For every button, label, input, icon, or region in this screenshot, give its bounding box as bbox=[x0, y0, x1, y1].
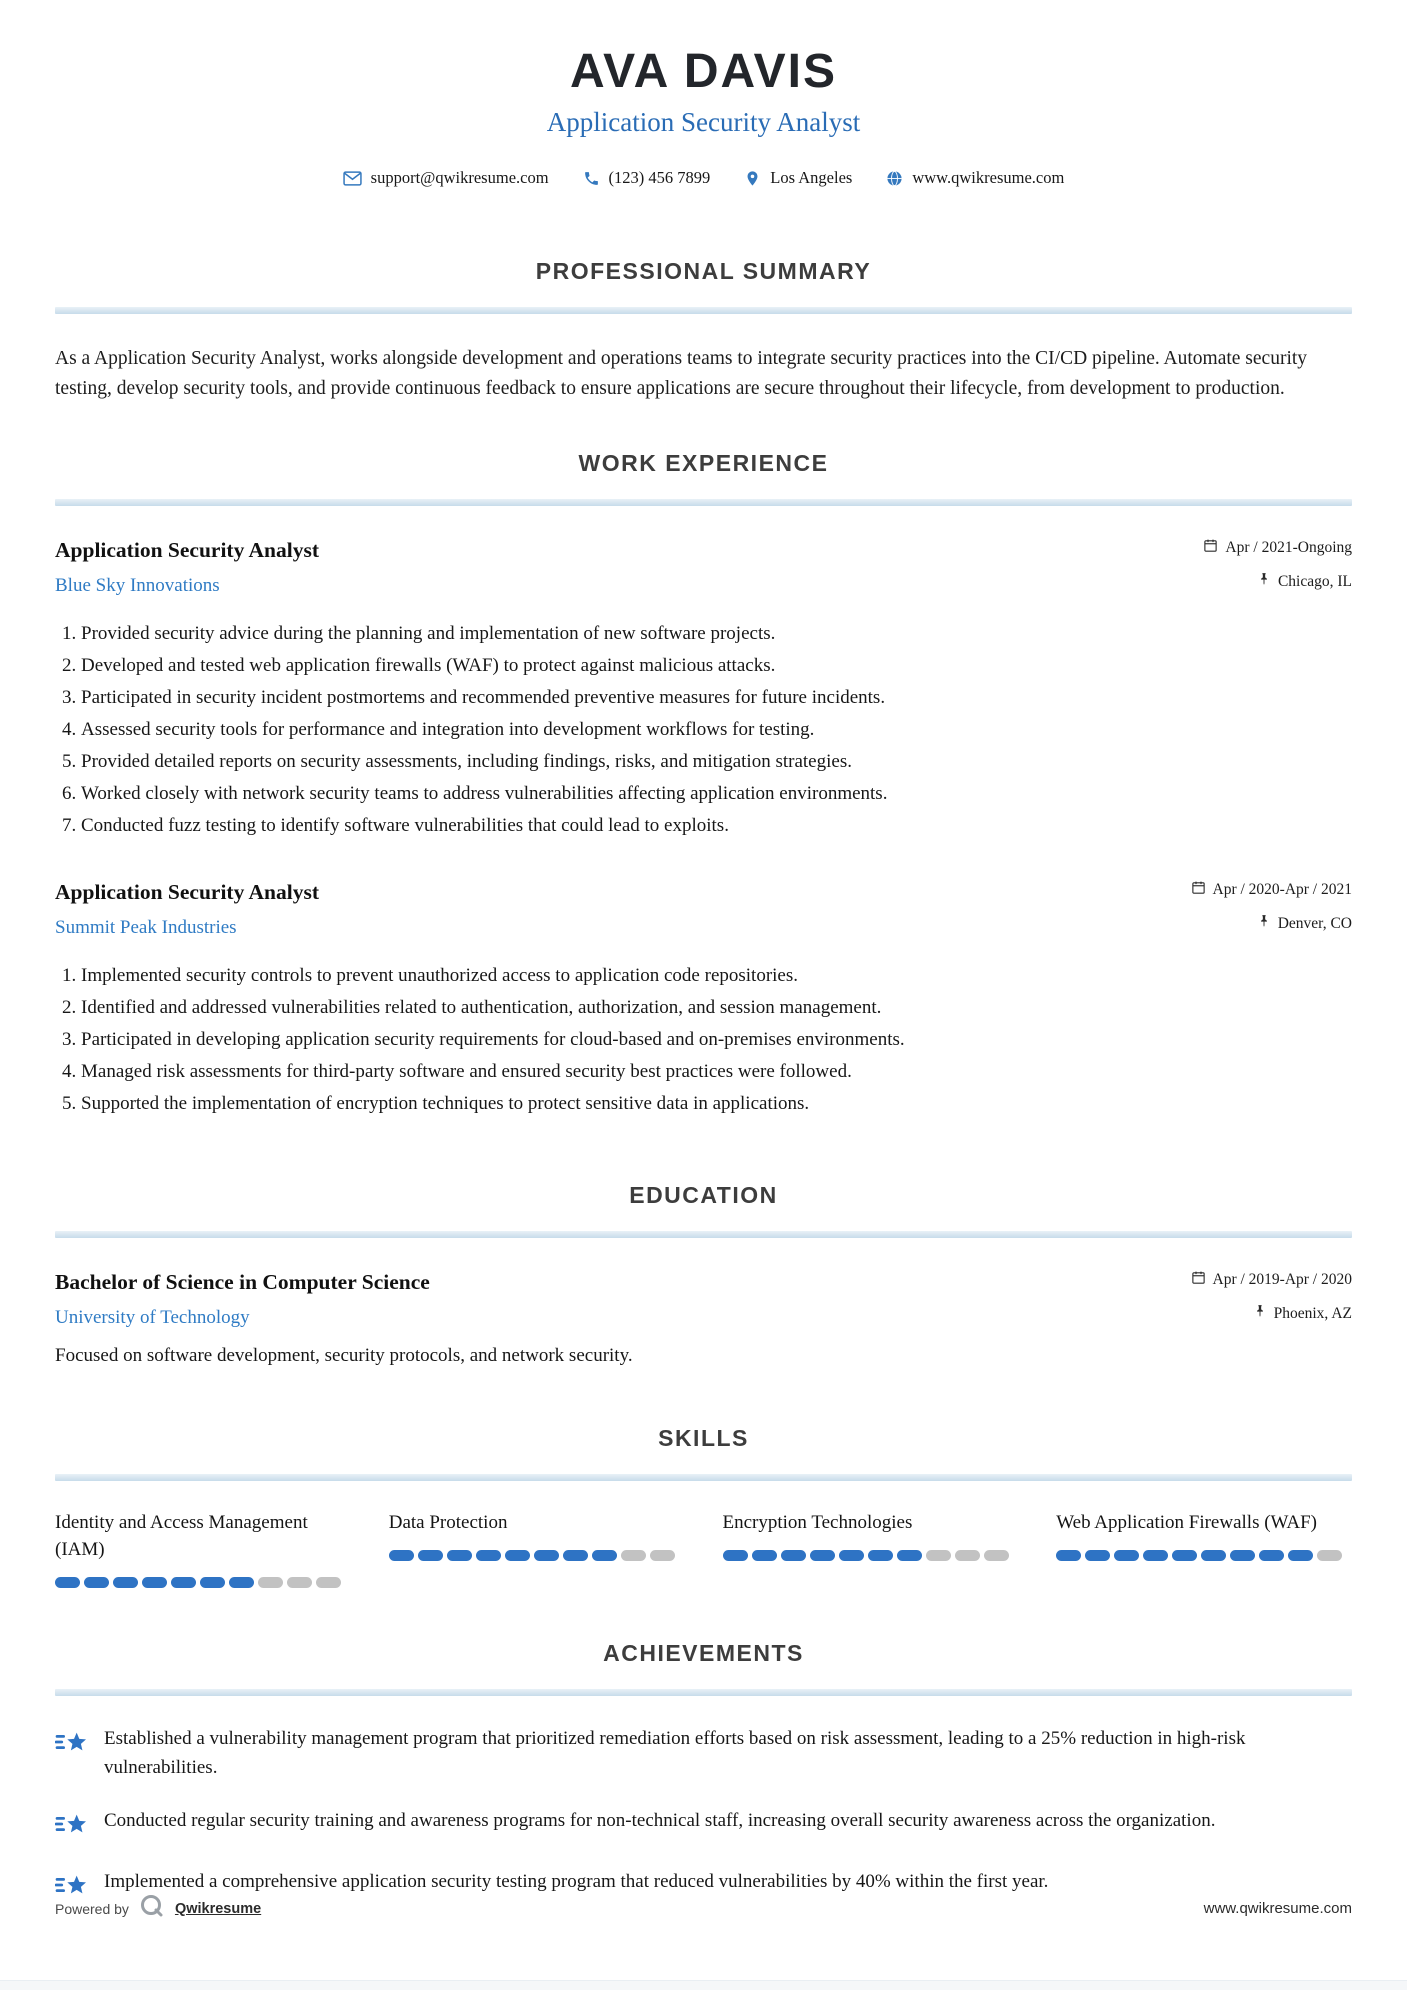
skill-bar-segment-filled bbox=[781, 1550, 806, 1561]
skill-bar-segment-filled bbox=[113, 1577, 138, 1588]
section-skills bbox=[55, 1425, 1352, 1588]
contact-phone[interactable] bbox=[573, 168, 721, 188]
skill-item bbox=[389, 1509, 685, 1588]
job-bullet: 1. Provided security advice during the planning and implementation of new software projects. bbox=[81, 619, 1352, 648]
bottom-strip bbox=[0, 1980, 1407, 1990]
skill-bar-segment-filled bbox=[142, 1577, 167, 1588]
skill-bar-segment-filled bbox=[592, 1550, 617, 1561]
job-list bbox=[55, 538, 1352, 1118]
section-professional-summary bbox=[55, 258, 1352, 404]
degree-title: Bachelor of Science in Computer Science bbox=[55, 1270, 430, 1294]
qwikresume-brand-link[interactable]: Qwikresume bbox=[174, 1900, 262, 1917]
job-bullet: 7. Conducted fuzz testing to identify software vulnerabilities that could lead to exploits. bbox=[81, 811, 1352, 840]
job-bullet: 6. Worked closely with network security teams to address vulnerabilities affecting application environments. bbox=[81, 779, 1352, 808]
job-bullet: 4. Managed risk assessments for third-party software and ensured security best practices were followed. bbox=[81, 1057, 1352, 1086]
skill-item bbox=[723, 1509, 1019, 1588]
skills-grid bbox=[55, 1509, 1352, 1588]
section-work-experience bbox=[55, 450, 1352, 1118]
company-link[interactable]: Blue Sky Innovations bbox=[55, 575, 220, 596]
envelope-icon bbox=[343, 171, 362, 186]
skill-bar bbox=[1056, 1550, 1352, 1561]
skill-bar-segment-empty bbox=[650, 1550, 675, 1561]
skill-bar-segment-empty bbox=[258, 1577, 283, 1588]
skill-bar-segment-filled bbox=[752, 1550, 777, 1561]
skill-bar bbox=[723, 1550, 1019, 1561]
skill-bar-segment-filled bbox=[1259, 1550, 1284, 1561]
skill-bar-segment-filled bbox=[1114, 1550, 1139, 1561]
job-bullets bbox=[55, 961, 1352, 1118]
job-bullets bbox=[55, 619, 1352, 840]
skill-bar-segment-filled bbox=[897, 1550, 922, 1561]
footer bbox=[55, 1893, 1352, 1924]
skill-bar-segment-filled bbox=[418, 1550, 443, 1561]
skill-bar-segment-empty bbox=[316, 1577, 341, 1588]
achievements-heading: ACHIEVEMENTS bbox=[603, 1640, 804, 1666]
job-bullet: 2. Identified and addressed vulnerabilities related to authentication, authorization, and session management. bbox=[81, 993, 1352, 1022]
contact-website[interactable] bbox=[876, 168, 1074, 188]
achievement-item bbox=[55, 1724, 1352, 1782]
skill-bar-segment-filled bbox=[1085, 1550, 1110, 1561]
skill-item bbox=[1056, 1509, 1352, 1588]
work-heading: WORK EXPERIENCE bbox=[578, 450, 829, 476]
skill-bar-segment-filled bbox=[534, 1550, 559, 1561]
skill-bar-segment-filled bbox=[229, 1577, 254, 1588]
contact-website-text: www.qwikresume.com bbox=[912, 168, 1065, 187]
contact-row bbox=[0, 168, 1407, 188]
skill-bar-segment-filled bbox=[1056, 1550, 1081, 1561]
section-divider bbox=[55, 1231, 1352, 1238]
qwikresume-q-icon bbox=[139, 1893, 165, 1924]
skill-bar-segment-empty bbox=[1317, 1550, 1342, 1561]
phone-icon bbox=[583, 170, 600, 187]
skill-bar-segment-filled bbox=[171, 1577, 196, 1588]
skills-heading: SKILLS bbox=[658, 1425, 749, 1451]
section-education bbox=[55, 1182, 1352, 1367]
job-entry bbox=[55, 538, 1352, 840]
skill-bar-segment-filled bbox=[476, 1550, 501, 1561]
skill-bar-segment-filled bbox=[839, 1550, 864, 1561]
skill-bar-segment-filled bbox=[1201, 1550, 1226, 1561]
skill-bar-segment-empty bbox=[984, 1550, 1009, 1561]
skill-name: Identity and Access Management (IAM) bbox=[55, 1512, 308, 1560]
pushpin-icon bbox=[1253, 1304, 1267, 1323]
section-divider bbox=[55, 307, 1352, 314]
education-heading: EDUCATION bbox=[629, 1182, 778, 1208]
contact-location-text: Los Angeles bbox=[770, 168, 853, 187]
skill-name: Web Application Firewalls (WAF) bbox=[1056, 1512, 1317, 1533]
skill-bar-segment-filled bbox=[389, 1550, 414, 1561]
education-location: Phoenix, AZ bbox=[1273, 1304, 1352, 1322]
skill-bar-segment-empty bbox=[287, 1577, 312, 1588]
job-bullet: 2. Developed and tested web application firewalls (WAF) to protect against malicious attacks. bbox=[81, 651, 1352, 680]
job-location: Denver, CO bbox=[1277, 914, 1352, 932]
contact-email-text: support@qwikresume.com bbox=[370, 168, 549, 187]
candidate-job-title: Application Security Analyst bbox=[546, 107, 861, 137]
company-link[interactable]: Summit Peak Industries bbox=[55, 917, 237, 938]
skill-bar bbox=[389, 1550, 685, 1561]
skill-bar bbox=[55, 1577, 351, 1588]
skill-bar-segment-filled bbox=[55, 1577, 80, 1588]
shooting-star-icon bbox=[55, 1724, 89, 1761]
calendar-icon bbox=[1191, 880, 1206, 900]
section-divider bbox=[55, 499, 1352, 506]
education-description: Focused on software development, security protocols, and network security. bbox=[55, 1345, 633, 1366]
job-bullet: 4. Assessed security tools for performance and integration into development workflows for testing. bbox=[81, 715, 1352, 744]
globe-icon bbox=[886, 170, 903, 187]
skill-bar-segment-filled bbox=[1143, 1550, 1168, 1561]
skill-bar-segment-filled bbox=[200, 1577, 225, 1588]
pushpin-icon bbox=[1257, 572, 1271, 591]
skill-bar-segment-empty bbox=[955, 1550, 980, 1561]
skill-bar-segment-empty bbox=[621, 1550, 646, 1561]
job-title: Application Security Analyst bbox=[55, 880, 319, 904]
skill-bar-segment-filled bbox=[1172, 1550, 1197, 1561]
contact-phone-text: (123) 456 7899 bbox=[608, 168, 711, 187]
skill-item bbox=[55, 1509, 351, 1588]
achievements-list bbox=[55, 1724, 1352, 1904]
skill-bar-segment-filled bbox=[1230, 1550, 1255, 1561]
achievement-text: Implemented a comprehensive application security testing program that reduced vulnerabilities by 40% within the first year. bbox=[104, 1871, 1049, 1892]
contact-location bbox=[734, 168, 862, 188]
skill-name: Data Protection bbox=[388, 1512, 508, 1533]
education-dates: Apr / 2019-Apr / 2020 bbox=[1212, 1271, 1352, 1288]
education-entry bbox=[55, 1270, 1352, 1367]
skill-name: Encryption Technologies bbox=[722, 1512, 913, 1533]
skill-bar-segment-filled bbox=[84, 1577, 109, 1588]
powered-by-label: Powered by bbox=[55, 1900, 129, 1917]
achievement-text: Established a vulnerability management program that prioritized remediation efforts based on risk assessment, leading to a 25% reduction in high-risk vulnerabilities. bbox=[104, 1728, 1246, 1778]
job-bullet: 3. Participated in security incident postmortems and recommended preventive measures for future incidents. bbox=[81, 683, 1352, 712]
school-link[interactable]: University of Technology bbox=[55, 1307, 250, 1328]
achievement-item bbox=[55, 1806, 1352, 1843]
skill-bar-segment-filled bbox=[505, 1550, 530, 1561]
job-dates: Apr / 2020-Apr / 2021 bbox=[1212, 881, 1352, 898]
calendar-icon bbox=[1203, 538, 1218, 558]
skill-bar-segment-filled bbox=[1288, 1550, 1313, 1561]
skill-bar-segment-empty bbox=[926, 1550, 951, 1561]
summary-heading: PROFESSIONAL SUMMARY bbox=[535, 258, 872, 284]
summary-text: As a Application Security Analyst, works alongside development and operations teams to integrate security practices into the CI/CD pipeline. Automate security testing, develop security tools, and provide continuous feedback to ensure applications are secure throughout their lifecycle, from development to production. bbox=[55, 348, 1308, 399]
achievement-text: Conducted regular security training and awareness programs for non-technical staff, increasing overall security awareness across the organization. bbox=[104, 1810, 1216, 1831]
skill-bar-segment-filled bbox=[723, 1550, 748, 1561]
skill-bar-segment-filled bbox=[563, 1550, 588, 1561]
job-location: Chicago, IL bbox=[1277, 572, 1352, 590]
section-divider bbox=[55, 1689, 1352, 1696]
skill-bar-segment-filled bbox=[447, 1550, 472, 1561]
header bbox=[0, 0, 1407, 232]
pushpin-icon bbox=[1257, 914, 1271, 933]
job-entry bbox=[55, 880, 1352, 1118]
job-title: Application Security Analyst bbox=[55, 538, 319, 562]
footer-website: www.qwikresume.com bbox=[1203, 1900, 1352, 1917]
candidate-name: AVA DAVIS bbox=[570, 45, 837, 98]
shooting-star-icon bbox=[55, 1806, 89, 1843]
section-achievements bbox=[55, 1640, 1352, 1904]
job-bullet: 3. Participated in developing application security requirements for cloud-based and on-premises environments. bbox=[81, 1025, 1352, 1054]
calendar-icon bbox=[1191, 1270, 1206, 1290]
skill-bar-segment-filled bbox=[868, 1550, 893, 1561]
job-bullet: 1. Implemented security controls to prevent unauthorized access to application code repositories. bbox=[81, 961, 1352, 990]
skill-bar-segment-filled bbox=[810, 1550, 835, 1561]
section-divider bbox=[55, 1474, 1352, 1481]
map-pin-icon bbox=[744, 170, 761, 187]
job-bullet: 5. Provided detailed reports on security assessments, including findings, risks, and mitigation strategies. bbox=[81, 747, 1352, 776]
contact-email[interactable] bbox=[333, 168, 559, 188]
job-bullet: 5. Supported the implementation of encryption techniques to protect sensitive data in applications. bbox=[81, 1089, 1352, 1118]
job-dates: Apr / 2021-Ongoing bbox=[1225, 539, 1352, 556]
